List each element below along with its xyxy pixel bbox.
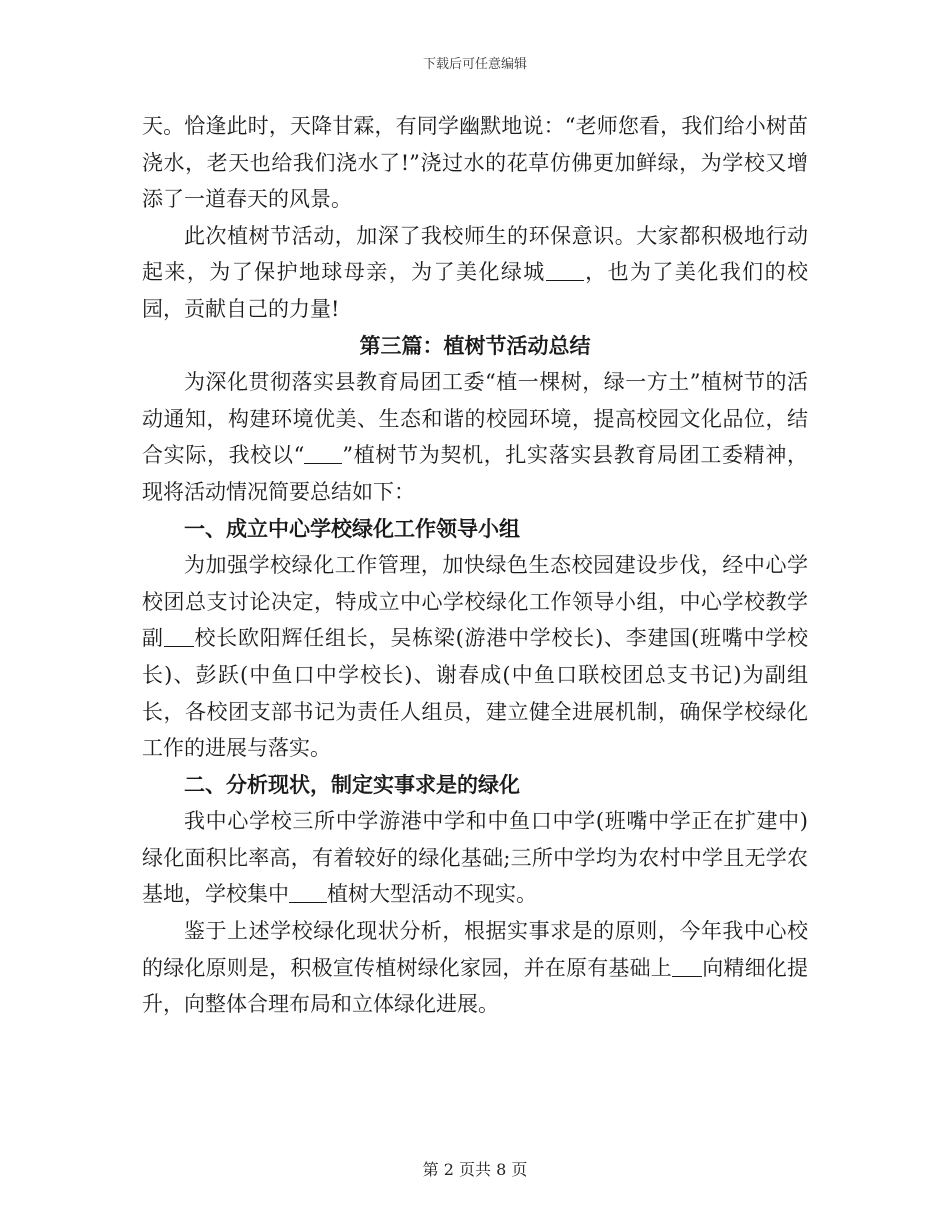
fill-blank — [672, 955, 702, 977]
page-header: 下载后可任意编辑 — [422, 57, 527, 72]
paragraph-text: 植树大型活动不现实。 — [327, 882, 537, 907]
fill-blank — [546, 259, 584, 281]
paragraph-text: 校长欧阳辉任组长，吴栋梁(游港中学校长)、李建国(班嘴中学校长)、彭跃(中鱼口中学校长)、谢春成(中鱼口联校团总支书记)为副组长，各校团支部书记为责任人组员，建立健全进展机制，确保学校绿化工作的进展与落实。 — [142, 626, 809, 761]
paragraph — [142, 803, 808, 913]
paragraph-text: ”植树节为契机，扎实落实县教育局团工委精神，现将活动情况简要总结如下： — [142, 443, 808, 504]
paragraph — [142, 913, 808, 1023]
fill-blank — [164, 625, 194, 647]
paragraph — [142, 218, 808, 328]
paragraph-text: 向精细化提升，向整体合理布局和立体绿化进展。 — [142, 955, 808, 1017]
paragraph-text: 此次植树节活动，加深了我校师生的环保意识。大家都积极地行动起来，为了保护地球母亲，为了美化绿城 — [142, 223, 808, 285]
paragraph — [142, 364, 808, 510]
paragraph-text: 为深化贯彻落实县教育局团工委“植一棵树，绿一方土”植树节的活动通知，构建环境优美、生态和谐的校园环境，提高校园文化品位，结合实际，我校以“ — [142, 370, 808, 468]
paragraph — [142, 547, 808, 767]
section-heading-1: 一、成立中心学校绿化工作领导小组 — [184, 515, 520, 541]
paragraph — [142, 108, 808, 218]
paragraph-text: 鉴于上述学校绿化现状分析，根据实事求是的原则，今年我中心校的绿化原则是，积极宣传植树绿化家园，并在原有基础上 — [142, 919, 808, 980]
paragraph-text: 为加强学校绿化工作管理，加快绿色生态校园建设步伐，经中心学校团总支讨论决定，特成立中心学校绿化工作领导小组，中心学校教学副 — [142, 553, 808, 651]
section-title: 第三篇：植树节活动总结 — [359, 332, 591, 358]
page-footer: 第 2 页共 8 页 — [422, 1160, 528, 1179]
document-body — [142, 108, 808, 1023]
section-heading-2: 二、分析现状，制定实事求是的绿化 — [184, 771, 520, 797]
paragraph-text: 天。恰逢此时，天降甘霖，有同学幽默地说：“老师您看，我们给小树苗浇水，老天也给我们浇水了!”浇过水的花草仿佛更加鲜绿，为学校又增添了一道春天的风景。 — [142, 114, 808, 212]
paragraph-text: ，也为了美化我们的校园，贡献自己的力量! — [142, 260, 809, 321]
paragraph-text: 我中心学校三所中学游港中学和中鱼口中学(班嘴中学正在扩建中)绿化面积比率高，有着较好的绿化基础;三所中学均为农村中学且无学农基地，学校集中 — [142, 809, 808, 907]
fill-blank — [304, 442, 342, 464]
fill-blank — [289, 881, 327, 903]
